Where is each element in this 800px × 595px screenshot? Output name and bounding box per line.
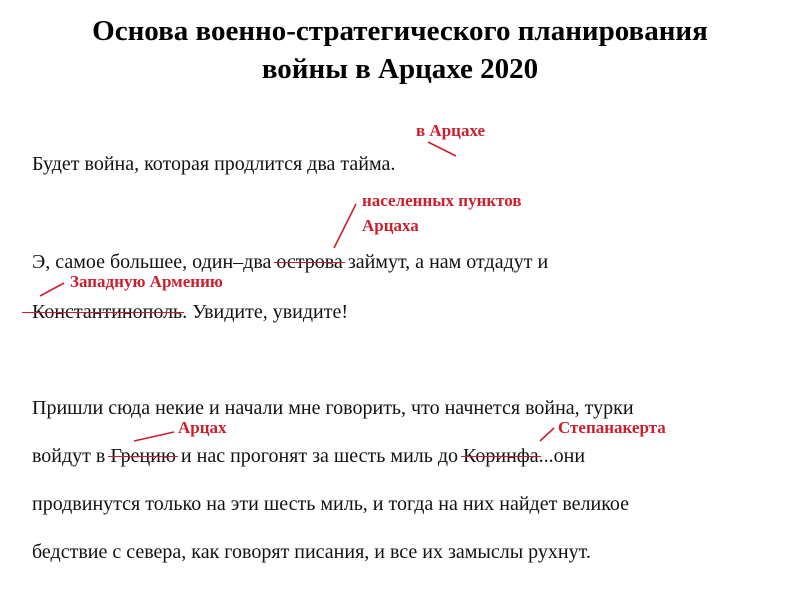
paragraph-4: Пришли сюда некие и начали мне говорить, что начнется война, турки	[32, 397, 634, 419]
struck-word-constantinople: Константинополь	[32, 301, 183, 323]
paragraph-2	[32, 250, 548, 274]
struck-word-islands: острова	[276, 251, 343, 273]
connector-stepanakert	[540, 428, 554, 441]
connector-settlements	[334, 204, 356, 248]
annotation-in-artsakh: в Арцахе	[416, 121, 486, 140]
paragraph-5-before: войдут в	[32, 445, 111, 467]
paragraph-5	[32, 444, 585, 468]
connector-in-artsakh	[428, 142, 456, 156]
annotation-settlements-line-2: Арцаха	[362, 216, 419, 235]
paragraph-2-after: займут, а нам отдадут и	[342, 251, 549, 273]
annotation-western-armenia: Западную Армению	[70, 272, 223, 291]
paragraph-1: Будет война, которая продлится два тайма.	[32, 153, 396, 175]
annotation-settlements-line-1: населенных пунктов	[362, 191, 522, 210]
page-title	[0, 12, 800, 88]
paragraph-5-mid: и нас прогонят за шесть миль до	[175, 445, 464, 467]
title-line-1: Основа военно-стратегического планирования	[92, 15, 708, 47]
annotation-artsakh: Арцах	[178, 418, 227, 437]
struck-word-corinth: Коринфа	[463, 445, 539, 467]
annotation-stepanakert: Степанакерта	[558, 418, 666, 437]
struck-word-greece: Грецию	[110, 445, 176, 467]
paragraph-3	[32, 300, 348, 324]
paragraph-3-after: . Увидите, увидите!	[182, 301, 349, 323]
connector-western-armenia	[40, 283, 64, 296]
connector-artsakh	[134, 432, 174, 441]
paragraph-5-after: ...они	[538, 445, 586, 467]
paragraph-6: продвинутся только на эти шесть миль, и тогда на них найдет великое	[32, 493, 630, 515]
title-line-2: войны в Арцахе 2020	[261, 53, 539, 85]
paragraph-2-before: Э, самое большее, один–два	[32, 251, 277, 273]
paragraph-7: бедствие с севера, как говорят писания, и все их замыслы рухнут.	[32, 541, 591, 563]
